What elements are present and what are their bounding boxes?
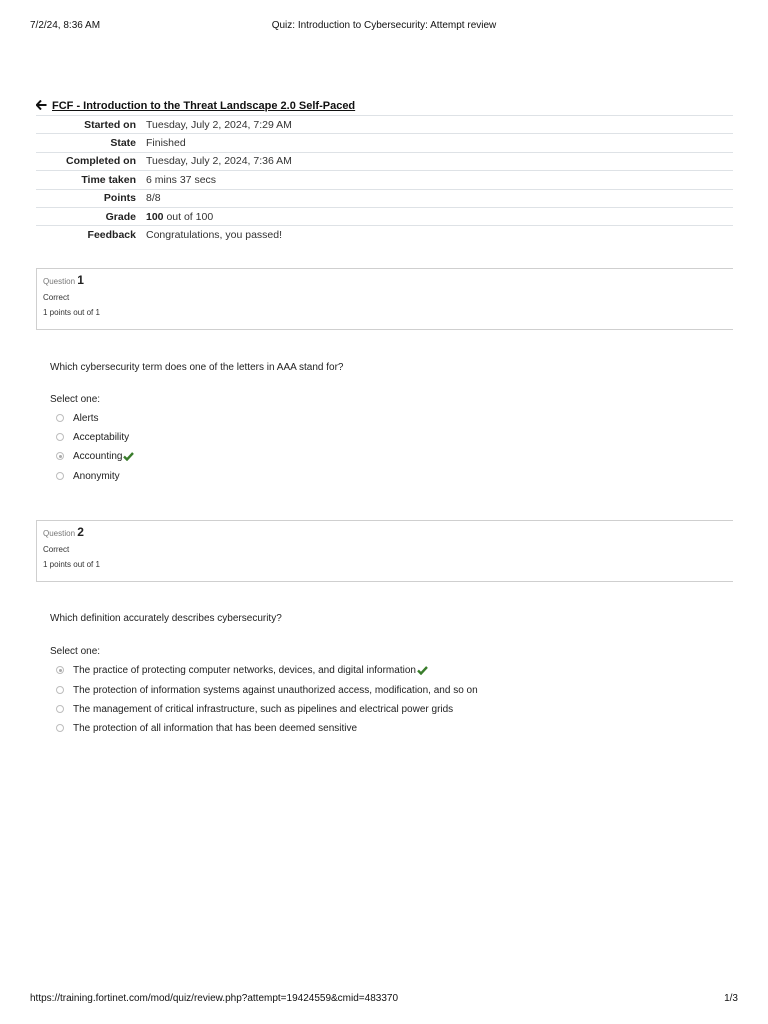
- summary-row-points: [36, 189, 733, 207]
- summary-value: 8/8: [146, 192, 161, 205]
- question-text: Which definition accurately describes cybersecurity?: [50, 613, 282, 624]
- answer-option[interactable]: [56, 683, 478, 697]
- summary-row-completed: [36, 152, 733, 170]
- question-text: Which cybersecurity term does one of the letters in AAA stand for?: [50, 362, 344, 373]
- checkmark-icon: [417, 666, 428, 675]
- radio-button[interactable]: [56, 433, 64, 441]
- print-footer: [30, 993, 738, 1007]
- option-label: Acceptability: [73, 431, 130, 443]
- question-status: Correct: [43, 545, 70, 554]
- radio-button[interactable]: [56, 414, 64, 422]
- arrow-left-icon: [36, 100, 48, 112]
- summary-label: Time taken: [81, 173, 136, 186]
- answer-option[interactable]: [56, 469, 120, 483]
- question-info-1: [36, 268, 733, 330]
- question-number: Question 2: [43, 525, 84, 539]
- radio-button[interactable]: [56, 724, 64, 732]
- option-label: Accounting: [73, 450, 123, 462]
- answer-option-selected[interactable]: [56, 663, 428, 677]
- answer-option-selected[interactable]: [56, 449, 134, 463]
- question-number: Question 1: [43, 273, 84, 287]
- radio-button[interactable]: [56, 472, 64, 480]
- radio-button-checked[interactable]: [56, 666, 64, 674]
- course-back-link[interactable]: [36, 100, 355, 112]
- answer-option[interactable]: [56, 702, 453, 716]
- summary-row-time-taken: [36, 171, 733, 189]
- summary-value: Tuesday, July 2, 2024, 7:36 AM: [146, 155, 292, 168]
- summary-row-state: [36, 134, 733, 152]
- page-url: https://training.fortinet.com/mod/quiz/review.php?attempt=19424559&cmid=483370: [30, 993, 399, 1004]
- grade-score: 100: [146, 210, 164, 223]
- option-label: The protection of all information that has been deemed sensitive: [73, 722, 358, 734]
- question-info-2: [36, 520, 733, 582]
- summary-label: Grade: [105, 210, 136, 223]
- select-one-prompt: Select one:: [50, 646, 101, 657]
- checkmark-icon: [123, 452, 134, 461]
- summary-label: Points: [103, 192, 136, 205]
- select-one-prompt: Select one:: [50, 394, 101, 405]
- summary-value: 6 mins 37 secs: [146, 173, 217, 186]
- summary-value: [146, 207, 733, 225]
- summary-label: Feedback: [87, 229, 136, 242]
- summary-label: Started on: [84, 118, 136, 131]
- print-date: 7/2/24, 8:36 AM: [30, 20, 101, 31]
- summary-row-started: [36, 116, 733, 134]
- question-points: 1 points out of 1: [43, 308, 100, 317]
- option-label: Anonymity: [73, 470, 120, 482]
- summary-row-feedback: [36, 226, 733, 244]
- summary-value: Finished: [146, 137, 186, 150]
- question-status: Correct: [43, 293, 70, 302]
- page-number: 1/3: [724, 993, 738, 1004]
- radio-button[interactable]: [56, 686, 64, 694]
- attempt-summary-table: [36, 115, 733, 244]
- radio-button[interactable]: [56, 705, 64, 713]
- option-label: The management of critical infrastructure, such as pipelines and electrical power grids: [73, 703, 454, 715]
- grade-total: out of 100: [163, 210, 214, 223]
- option-label: The practice of protecting computer networks, devices, and digital information: [73, 664, 416, 676]
- summary-value: Congratulations, you passed!: [146, 229, 283, 242]
- answer-option[interactable]: [56, 411, 99, 425]
- radio-button-checked[interactable]: [56, 452, 64, 460]
- print-page-title: Quiz: Introduction to Cybersecurity: Attempt review: [271, 20, 497, 31]
- answer-option[interactable]: [56, 721, 357, 735]
- summary-row-grade: [36, 207, 733, 225]
- summary-value: Tuesday, July 2, 2024, 7:29 AM: [146, 118, 292, 131]
- answer-option[interactable]: [56, 430, 129, 444]
- course-link-label[interactable]: FCF - Introduction to the Threat Landscape 2.0 Self-Paced: [52, 100, 356, 112]
- option-label: Alerts: [73, 412, 99, 424]
- question-points: 1 points out of 1: [43, 560, 100, 569]
- print-header: [30, 20, 738, 34]
- option-label: The protection of information systems against unauthorized access, modification, and so on: [73, 684, 478, 696]
- summary-label: State: [110, 137, 136, 150]
- summary-label: Completed on: [66, 155, 136, 168]
